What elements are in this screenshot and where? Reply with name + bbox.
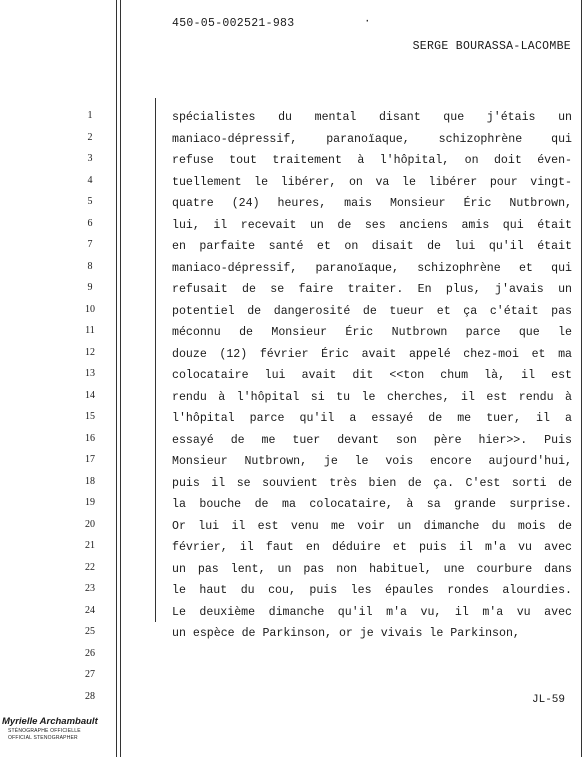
stenographer-title-fr: STÉNOGRAPHE OFFICIELLE — [8, 728, 81, 734]
transcript-line: tuellement le libérer, on va le libérer pour vingt- — [172, 175, 572, 189]
line-number: 9 — [87, 282, 93, 293]
line-number: 28 — [85, 690, 95, 702]
transcript-line: un pas lent, un pas non habituel, une courbure dans — [172, 562, 572, 576]
right-margin-rule — [581, 0, 582, 757]
line-number: 24 — [85, 604, 95, 616]
line-number: 12 — [85, 346, 95, 358]
line-number: 11 — [85, 325, 95, 336]
line-number: 15 — [85, 411, 95, 422]
transcript-line: puis il se souvient très bien de ça. C'est sorti de — [172, 476, 572, 490]
line-number: 6 — [87, 217, 93, 229]
line-number: 27 — [85, 669, 95, 680]
line-number: 14 — [85, 389, 95, 401]
line-number: 7 — [87, 239, 93, 250]
line-number: 16 — [85, 432, 95, 444]
header-dot-mark: · — [364, 16, 371, 28]
left-margin-rule-inner — [120, 0, 121, 757]
transcript-line: la bouche de ma colocataire, à sa grande surprise. — [172, 498, 572, 511]
transcript-line: douze (12) février Éric avait appelé chez-moi et ma — [172, 347, 572, 361]
line-number: 3 — [87, 153, 93, 164]
line-number: 2 — [87, 131, 93, 143]
line-number: 18 — [85, 475, 95, 487]
line-number: 23 — [85, 583, 95, 594]
page-identifier: JL-59 — [532, 694, 566, 706]
transcript-line: février, il faut en déduire et puis il m'a vu avec — [172, 541, 572, 554]
transcript-line: méconnu de Monsieur Éric Nutbrown parce que le — [172, 326, 572, 339]
transcript-line: Or lui il est venu me voir un dimanche du mois de — [172, 519, 572, 533]
transcript-line: refuse tout traitement à l'hôpital, on doit éven- — [172, 154, 572, 167]
transcript-line: maniaco-dépressif, paranoïaque, schizophrène et qui — [172, 261, 572, 275]
transcript-line: colocataire lui avait dit <<ton chum là, il est — [172, 369, 572, 382]
transcript-line: quatre (24) heures, mais Monsieur Éric Nutbrown, — [172, 197, 572, 210]
line-number: 22 — [85, 561, 95, 573]
line-number: 1 — [87, 110, 93, 121]
transcript-line: spécialistes du mental disant que j'étais un — [172, 111, 572, 124]
stenographer-title-en: OFFICIAL STENOGRAPHER — [8, 735, 78, 741]
transcript-line: un espèce de Parkinson, or je vivais le Parkinson, — [172, 627, 520, 640]
transcript-line: refusait de se faire traiter. En plus, j'avais un — [172, 283, 572, 296]
transcript-line: l'hôpital parce qu'il a essayé de me tuer, il a — [172, 412, 572, 425]
text-margin-rule — [155, 98, 156, 622]
witness-name: SERGE BOURASSA-LACOMBE — [412, 40, 571, 53]
line-number: 8 — [87, 260, 93, 272]
left-margin-rule-outer — [116, 0, 117, 757]
transcript-line: lui, il recevait un de ses anciens amis qui était — [172, 218, 572, 232]
line-number: 4 — [87, 174, 93, 186]
stenographer-name: Myrielle Archambault — [2, 716, 98, 727]
line-number: 13 — [85, 368, 95, 379]
line-number: 19 — [85, 497, 95, 508]
stenographer-signature — [2, 716, 112, 742]
line-number: 20 — [85, 518, 95, 530]
transcript-line: essayé de me tuer devant son père hier>>. Puis — [172, 433, 572, 447]
transcript-line: Le deuxième dimanche qu'il m'a vu, il m'a vu avec — [172, 605, 572, 619]
transcript-line: le haut du cou, puis les épaules rondes alourdies. — [172, 584, 572, 597]
transcript-line: potentiel de dangerosité de tueur et ça c'était pas — [172, 304, 572, 318]
line-number: 25 — [85, 626, 95, 637]
line-number: 17 — [85, 454, 95, 465]
line-number: 5 — [87, 196, 93, 207]
document-number: 450-05-002521-983 — [172, 17, 295, 30]
transcript-line: en parfaite santé et on disait de lui qu'il était — [172, 240, 572, 253]
transcript-line: Monsieur Nutbrown, je le vois encore aujourd'hui, — [172, 455, 572, 468]
transcript-line: maniaco-dépressif, paranoïaque, schizophrène qui — [172, 132, 572, 146]
line-number: 10 — [85, 303, 95, 315]
line-number: 21 — [85, 540, 95, 551]
line-number: 26 — [85, 647, 95, 659]
transcript-line: rendu à l'hôpital si tu le cherches, il est rendu à — [172, 390, 572, 404]
